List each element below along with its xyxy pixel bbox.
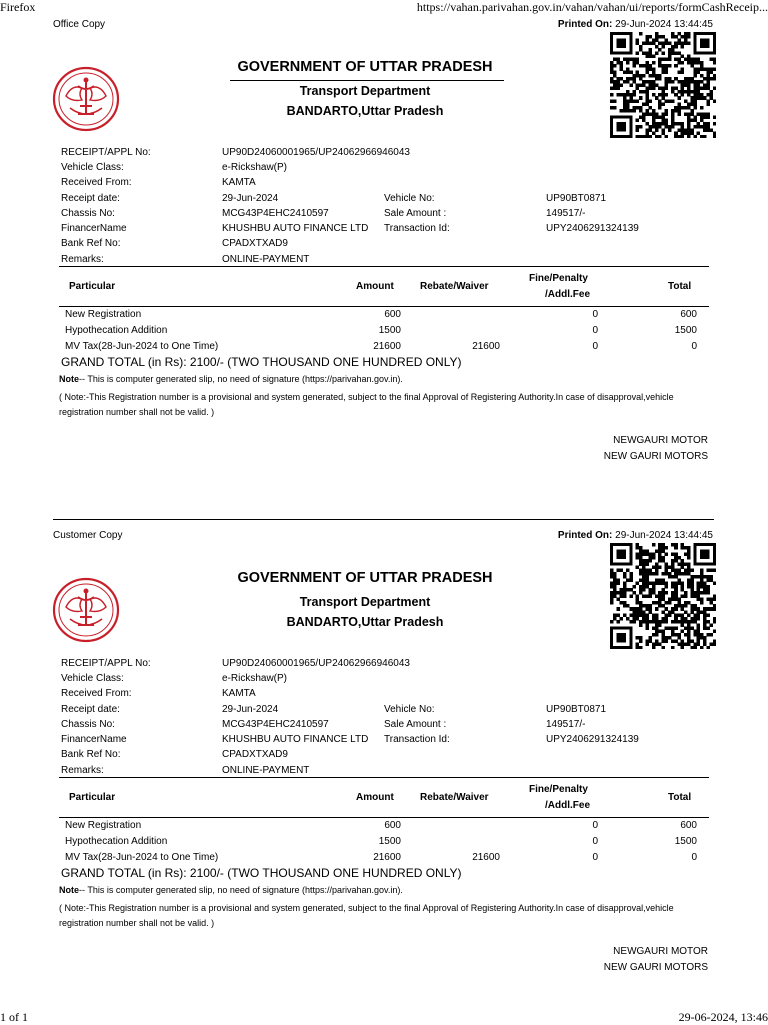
row-fine: 0 — [592, 852, 598, 863]
vehicle-class-value: e-Rickshaw(P) — [222, 673, 288, 684]
row-total: 1500 — [674, 325, 697, 336]
row-amount: 1500 — [378, 836, 401, 847]
sale-amount-value: 149517/- — [546, 208, 586, 219]
printed-on-value: 29-Jun-2024 13:44:45 — [615, 19, 713, 30]
bank-ref-value: CPADXTXAD9 — [222, 749, 288, 760]
fee-table-header — [59, 266, 709, 307]
dealer-firm: NEW GAURI MOTORS — [603, 962, 708, 973]
row-rebate: 21600 — [472, 852, 500, 863]
row-amount: 21600 — [373, 852, 401, 863]
vehicle-class-label: Vehicle Class: — [61, 673, 124, 684]
receipt-date-label: Receipt date: — [61, 704, 120, 715]
bank-ref-label: Bank Ref No: — [61, 749, 121, 760]
grand-total: GRAND TOTAL (in Rs): 2100/- (TWO THOUSAND ONE HUNDRED ONLY) — [61, 355, 462, 369]
vehicle-class-value: e-Rickshaw(P) — [222, 162, 288, 173]
page-count: 1 of 1 — [0, 1010, 28, 1024]
row-total: 0 — [691, 341, 697, 352]
department: Transport Department — [299, 84, 431, 98]
vehicle-class-label: Vehicle Class: — [61, 162, 124, 173]
dealer-name: NEWGAURI MOTOR — [613, 435, 708, 446]
header-rebate: Rebate/Waiver — [420, 792, 489, 803]
row-rebate: 21600 — [472, 341, 500, 352]
dealer-name: NEWGAURI MOTOR — [613, 946, 708, 957]
up-government-emblem-icon — [52, 66, 120, 132]
financer-label: FinancerName — [61, 223, 127, 234]
receipt-label: RECEIPT/APPL No: — [61, 147, 151, 158]
row-total: 600 — [680, 309, 697, 320]
row-amount: 1500 — [378, 325, 401, 336]
printed-on — [558, 19, 713, 30]
header-total: Total — [668, 281, 692, 292]
sale-amount-label: Sale Amount : — [384, 719, 447, 730]
row-fine: 0 — [592, 836, 598, 847]
office-copy — [0, 19, 768, 499]
row-particular: Hypothecation Addition — [65, 325, 168, 336]
chassis-label: Chassis No: — [61, 719, 115, 730]
chassis-value: MCG43P4EHC2410597 — [222, 719, 329, 730]
note-text: -- This is computer generated slip, no need of signature (https://parivahan.gov.in). — [79, 885, 403, 895]
receipt-date-label: Receipt date: — [61, 193, 120, 204]
row-amount: 21600 — [373, 341, 401, 352]
copy-label: Office Copy — [53, 19, 106, 30]
receipt-value: UP90D24060001965/UP24062966946043 — [222, 147, 410, 158]
office-name: BANDARTO,Uttar Pradesh — [286, 104, 444, 118]
row-fine: 0 — [592, 309, 598, 320]
printed-on — [558, 530, 713, 541]
customer-copy — [0, 530, 768, 1010]
receipt-label: RECEIPT/APPL No: — [61, 658, 151, 669]
note-label: Note — [59, 374, 79, 384]
row-particular: New Registration — [65, 820, 142, 831]
transaction-label: Transaction Id: — [384, 223, 450, 234]
receipt-date-value: 29-Jun-2024 — [222, 193, 279, 204]
receipt-value: UP90D24060001965/UP24062966946043 — [222, 658, 410, 669]
header-fine-line1: Fine/Penalty — [529, 273, 588, 284]
vehicle-no-value: UP90BT0871 — [546, 704, 607, 715]
remarks-value: ONLINE-PAYMENT — [222, 765, 310, 776]
receipt-date-value: 29-Jun-2024 — [222, 704, 279, 715]
row-fine: 0 — [592, 325, 598, 336]
header-fine-line1: Fine/Penalty — [529, 784, 588, 795]
received-from-label: Received From: — [61, 688, 132, 699]
provisional-note: ( Note:-This Registration number is a provisional and system generated, subject to the final Approval of Registering Authority.In case of disapproval,vehicle registration number shall not be valid. ) — [59, 903, 674, 928]
bank-ref-label: Bank Ref No: — [61, 238, 121, 249]
note-text: -- This is computer generated slip, no need of signature (https://parivahan.gov.in). — [79, 374, 403, 384]
row-particular: MV Tax(28-Jun-2024 to One Time) — [65, 852, 219, 863]
header-total: Total — [668, 792, 692, 803]
qr-code-icon — [610, 32, 716, 138]
bank-ref-value: CPADXTXAD9 — [222, 238, 288, 249]
row-particular: Hypothecation Addition — [65, 836, 168, 847]
row-fine: 0 — [592, 341, 598, 352]
row-total: 600 — [680, 820, 697, 831]
remarks-label: Remarks: — [61, 254, 104, 265]
dealer-firm: NEW GAURI MOTORS — [603, 451, 708, 462]
transaction-value: UPY2406291324139 — [546, 223, 639, 234]
financer-label: FinancerName — [61, 734, 127, 745]
received-from-label: Received From: — [61, 177, 132, 188]
header-fine-line2: /Addl.Fee — [545, 800, 591, 811]
copy-label: Customer Copy — [53, 530, 123, 541]
title-underline — [230, 80, 504, 81]
header-rebate: Rebate/Waiver — [420, 281, 489, 292]
vehicle-no-label: Vehicle No: — [384, 704, 435, 715]
provisional-note: ( Note:-This Registration number is a provisional and system generated, subject to the final Approval of Registering Authority.In case of disapproval,vehicle registration number shall not be valid. ) — [59, 392, 674, 417]
browser-title: Firefox — [0, 0, 36, 14]
printed-on-label: Printed On: — [557, 530, 613, 541]
government-title: GOVERNMENT OF UTTAR PRADESH — [237, 59, 493, 75]
received-from-value: KAMTA — [222, 177, 256, 188]
government-title: GOVERNMENT OF UTTAR PRADESH — [237, 570, 493, 586]
vehicle-no-value: UP90BT0871 — [546, 193, 607, 204]
received-from-value: KAMTA — [222, 688, 256, 699]
header-fine-line2: /Addl.Fee — [545, 289, 591, 300]
up-government-emblem-icon — [52, 577, 120, 643]
note-label: Note — [59, 885, 79, 895]
row-amount: 600 — [384, 309, 401, 320]
grand-total: GRAND TOTAL (in Rs): 2100/- (TWO THOUSAND ONE HUNDRED ONLY) — [61, 866, 462, 880]
printed-on-label: Printed On: — [557, 19, 613, 30]
sale-amount-value: 149517/- — [546, 719, 586, 730]
transaction-value: UPY2406291324139 — [546, 734, 639, 745]
header-amount: Amount — [356, 792, 394, 803]
row-total: 1500 — [674, 836, 697, 847]
row-total: 0 — [691, 852, 697, 863]
row-particular: New Registration — [65, 309, 142, 320]
fee-table-header — [59, 777, 709, 818]
financer-value: KHUSHBU AUTO FINANCE LTD — [222, 223, 369, 234]
header-particular: Particular — [69, 792, 116, 803]
row-fine: 0 — [592, 820, 598, 831]
qr-code-icon — [610, 543, 716, 649]
printed-on-value: 29-Jun-2024 13:44:45 — [615, 530, 713, 541]
header-particular: Particular — [69, 281, 116, 292]
department: Transport Department — [299, 595, 431, 609]
note-line — [59, 374, 403, 384]
print-datetime: 29-06-2024, 13:46 — [678, 1010, 768, 1024]
chassis-value: MCG43P4EHC2410597 — [222, 208, 329, 219]
note-line — [59, 885, 403, 895]
browser-url: https://vahan.parivahan.gov.in/vahan/vahan/ui/reports/formCashReceip... — [416, 0, 768, 14]
remarks-value: ONLINE-PAYMENT — [222, 254, 310, 265]
sale-amount-label: Sale Amount : — [384, 208, 447, 219]
copy-separator — [53, 519, 714, 520]
header-amount: Amount — [356, 281, 394, 292]
vehicle-no-label: Vehicle No: — [384, 193, 435, 204]
row-amount: 600 — [384, 820, 401, 831]
office-name: BANDARTO,Uttar Pradesh — [286, 615, 444, 629]
row-particular: MV Tax(28-Jun-2024 to One Time) — [65, 341, 219, 352]
transaction-label: Transaction Id: — [384, 734, 450, 745]
chassis-label: Chassis No: — [61, 208, 115, 219]
remarks-label: Remarks: — [61, 765, 104, 776]
financer-value: KHUSHBU AUTO FINANCE LTD — [222, 734, 369, 745]
